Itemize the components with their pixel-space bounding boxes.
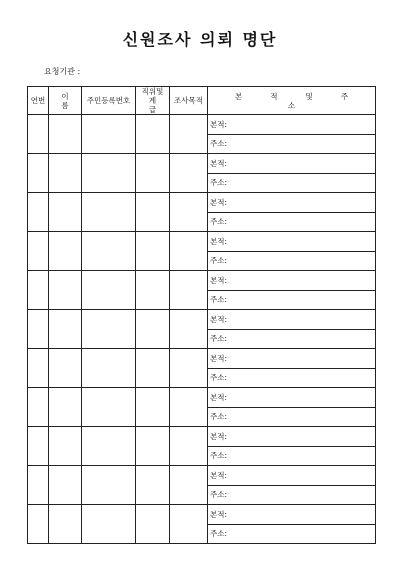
cell-name[interactable] xyxy=(49,388,82,427)
address-field[interactable]: 주소: xyxy=(208,368,376,388)
cell-position[interactable] xyxy=(136,154,170,193)
cell-rrn[interactable] xyxy=(82,193,136,232)
cell-purpose[interactable] xyxy=(170,505,208,544)
cell-purpose[interactable] xyxy=(170,193,208,232)
cell-name[interactable] xyxy=(49,505,82,544)
domicile-field[interactable]: 본적: xyxy=(208,115,376,135)
address-field[interactable]: 주소: xyxy=(208,251,376,271)
table-row xyxy=(28,154,376,174)
cell-position[interactable] xyxy=(136,310,170,349)
header-name: 이름 xyxy=(49,87,82,115)
cell-position[interactable] xyxy=(136,505,170,544)
cell-rrn[interactable] xyxy=(82,505,136,544)
cell-name[interactable] xyxy=(49,115,82,154)
cell-purpose[interactable] xyxy=(170,154,208,193)
header-purpose: 조사목적 xyxy=(170,87,208,115)
address-field[interactable]: 주소: xyxy=(208,329,376,349)
table-row xyxy=(28,115,376,135)
cell-purpose[interactable] xyxy=(170,427,208,466)
cell-position[interactable] xyxy=(136,115,170,154)
cell-rrn[interactable] xyxy=(82,115,136,154)
table-row xyxy=(28,505,376,525)
cell-name[interactable] xyxy=(49,193,82,232)
requester-label: 요청기관 : xyxy=(44,67,81,76)
cell-position[interactable] xyxy=(136,349,170,388)
cell-purpose[interactable] xyxy=(170,466,208,505)
cell-name[interactable] xyxy=(49,232,82,271)
cell-no[interactable] xyxy=(28,427,49,466)
domicile-field[interactable]: 본적: xyxy=(208,388,376,408)
cell-rrn[interactable] xyxy=(82,310,136,349)
header-row xyxy=(28,87,376,115)
header-no: 연번 xyxy=(28,87,49,115)
domicile-field[interactable]: 본적: xyxy=(208,427,376,447)
cell-purpose[interactable] xyxy=(170,310,208,349)
cell-name[interactable] xyxy=(49,349,82,388)
cell-position[interactable] xyxy=(136,193,170,232)
cell-purpose[interactable] xyxy=(170,349,208,388)
table-row xyxy=(28,427,376,447)
cell-rrn[interactable] xyxy=(82,466,136,505)
domicile-field[interactable]: 본적: xyxy=(208,349,376,369)
table-row xyxy=(28,271,376,291)
cell-no[interactable] xyxy=(28,232,49,271)
request-table xyxy=(27,86,376,544)
cell-rrn[interactable] xyxy=(82,232,136,271)
cell-no[interactable] xyxy=(28,271,49,310)
cell-no[interactable] xyxy=(28,310,49,349)
address-field[interactable]: 주소: xyxy=(208,134,376,154)
address-field[interactable]: 주소: xyxy=(208,407,376,427)
address-field[interactable]: 주소: xyxy=(208,485,376,505)
cell-rrn[interactable] xyxy=(82,349,136,388)
cell-rrn[interactable] xyxy=(82,271,136,310)
cell-purpose[interactable] xyxy=(170,271,208,310)
domicile-field[interactable]: 본적: xyxy=(208,154,376,174)
cell-name[interactable] xyxy=(49,466,82,505)
header-address: 본 적 및 주소 xyxy=(208,87,376,115)
domicile-field[interactable]: 본적: xyxy=(208,271,376,291)
table-row xyxy=(28,232,376,252)
cell-position[interactable] xyxy=(136,388,170,427)
cell-no[interactable] xyxy=(28,505,49,544)
cell-name[interactable] xyxy=(49,310,82,349)
domicile-field[interactable]: 본적: xyxy=(208,193,376,213)
cell-purpose[interactable] xyxy=(170,388,208,427)
address-field[interactable]: 주소: xyxy=(208,290,376,310)
address-field[interactable]: 주소: xyxy=(208,173,376,193)
domicile-field[interactable]: 본적: xyxy=(208,232,376,252)
table-row xyxy=(28,466,376,486)
cell-no[interactable] xyxy=(28,388,49,427)
header-rrn: 주민등록번호 xyxy=(82,87,136,115)
cell-no[interactable] xyxy=(28,349,49,388)
cell-purpose[interactable] xyxy=(170,232,208,271)
table-row xyxy=(28,310,376,330)
cell-rrn[interactable] xyxy=(82,427,136,466)
domicile-field[interactable]: 본적: xyxy=(208,466,376,486)
cell-position[interactable] xyxy=(136,427,170,466)
cell-name[interactable] xyxy=(49,154,82,193)
cell-purpose[interactable] xyxy=(170,115,208,154)
domicile-field[interactable]: 본적: xyxy=(208,505,376,525)
address-field[interactable]: 주소: xyxy=(208,212,376,232)
cell-no[interactable] xyxy=(28,193,49,232)
table-row xyxy=(28,349,376,369)
cell-name[interactable] xyxy=(49,427,82,466)
cell-rrn[interactable] xyxy=(82,388,136,427)
cell-no[interactable] xyxy=(28,115,49,154)
cell-position[interactable] xyxy=(136,271,170,310)
address-field[interactable]: 주소: xyxy=(208,446,376,466)
cell-position[interactable] xyxy=(136,232,170,271)
form-title: 신원조사 의뢰 명단 xyxy=(122,30,278,49)
table-row xyxy=(28,388,376,408)
header-position: 직위및 계급 xyxy=(136,87,170,115)
address-field[interactable]: 주소: xyxy=(208,524,376,544)
cell-no[interactable] xyxy=(28,154,49,193)
cell-position[interactable] xyxy=(136,466,170,505)
domicile-field[interactable]: 본적: xyxy=(208,310,376,330)
table-row xyxy=(28,193,376,213)
cell-name[interactable] xyxy=(49,271,82,310)
cell-no[interactable] xyxy=(28,466,49,505)
cell-rrn[interactable] xyxy=(82,154,136,193)
